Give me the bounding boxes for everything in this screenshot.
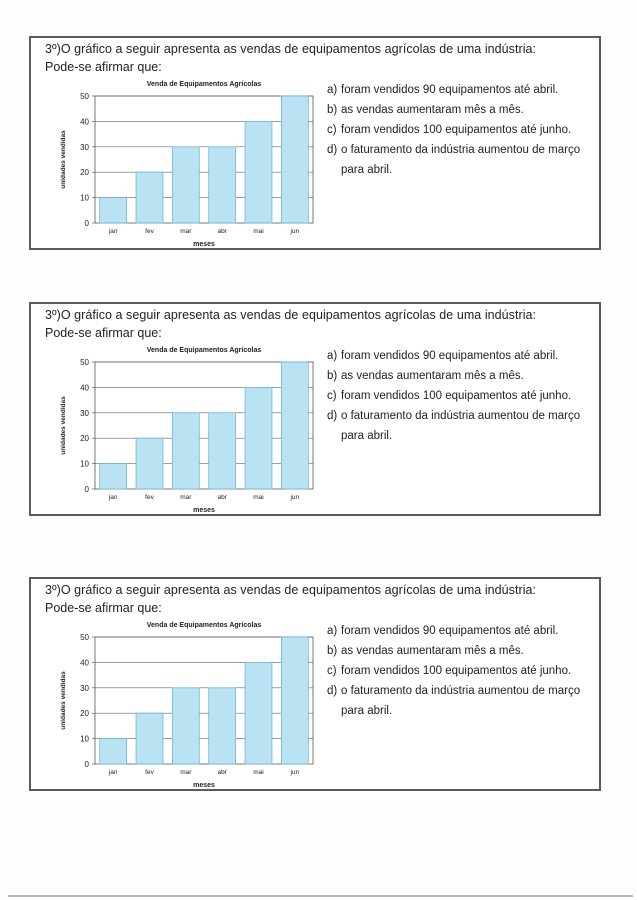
x-tick-label: jun [290,769,300,776]
question-card-3 [29,577,601,791]
x-tick-label: jan [108,494,118,501]
option-letter: b) [327,645,338,657]
bar-mar [172,147,199,223]
option-letter: d) [327,410,338,422]
x-tick-label: mar [180,769,192,776]
y-tick-label: 50 [80,358,89,367]
bar-abr [209,413,236,489]
chart-title: Venda de Equipamentos Agrícolas [146,347,262,354]
x-tick-label: abr [217,228,227,235]
question-intro: Pode-se afirmar que: [45,60,162,74]
x-tick-label: mai [253,769,264,776]
question-title: 3º)O gráfico a seguir apresenta as vendas de equipamentos agrícolas de uma indústria: [45,583,537,597]
bar-jan [100,739,127,764]
answer-option [327,346,597,366]
bar-jan [100,464,127,489]
x-tick-label: jun [290,494,300,501]
y-tick-label: 50 [80,92,89,101]
x-tick-label: jan [108,769,118,776]
bar-abr [209,688,236,764]
y-tick-label: 20 [80,434,89,444]
y-tick-label: 40 [80,658,89,668]
question-title: 3º)O gráfico a seguir apresenta as vendas de equipamentos agrícolas de uma indústria: [45,42,537,56]
bar-fev [136,172,163,223]
option-text: o faturamento da indústria aumentou de março para abril. [341,144,581,176]
answer-option [327,621,597,641]
bar-fev [136,713,163,764]
option-text: foram vendidos 100 equipamentos até junho. [341,390,572,402]
bar-jun [281,637,308,764]
y-axis-label: unidades vendidas [60,130,67,189]
x-tick-label: mar [180,494,192,501]
plot-area [95,637,313,764]
answer-option [327,386,597,406]
x-axis-label: meses [193,782,215,789]
bar-jun [281,362,308,489]
answer-options [327,80,597,180]
y-tick-label: 0 [84,760,89,769]
answer-option [327,366,597,386]
option-letter: c) [327,665,337,677]
option-text: as vendas aumentaram mês a mês. [341,370,524,382]
x-tick-label: mar [180,228,192,235]
option-text: foram vendidos 100 equipamentos até junho. [341,665,572,677]
answer-options [327,621,597,721]
x-tick-label: abr [217,494,227,501]
option-letter: c) [327,124,337,136]
answer-option [327,100,597,120]
x-tick-label: mai [253,228,264,235]
answer-option [327,80,597,100]
y-tick-label: 40 [80,117,89,127]
bar-mai [245,387,272,489]
option-letter: a) [327,350,338,362]
answer-option [327,140,597,180]
option-text: foram vendidos 100 equipamentos até junho. [341,124,572,136]
y-tick-label: 30 [80,142,89,152]
bar-mar [172,413,199,489]
bar-abr [209,147,236,223]
y-tick-label: 30 [80,408,89,418]
option-text: as vendas aumentaram mês a mês. [341,104,524,116]
option-text: as vendas aumentaram mês a mês. [341,645,524,657]
question-card-2 [29,302,601,516]
option-text: foram vendidos 90 equipamentos até abril. [341,625,559,637]
y-axis-label: unidades vendidas [60,671,67,730]
x-tick-label: fev [145,494,154,501]
answer-options [327,346,597,446]
x-tick-label: jun [290,228,300,235]
x-tick-label: fev [145,769,154,776]
question-card-1 [29,36,601,250]
y-tick-label: 0 [84,219,89,228]
bar-mar [172,688,199,764]
option-letter: d) [327,685,338,697]
y-tick-label: 50 [80,633,89,642]
x-axis-label: meses [193,241,215,248]
y-tick-label: 10 [80,734,89,744]
y-tick-label: 30 [80,683,89,693]
page-bottom-edge [8,895,633,897]
plot-area [95,362,313,489]
x-tick-label: mai [253,494,264,501]
y-tick-label: 20 [80,709,89,719]
question-intro: Pode-se afirmar que: [45,601,162,615]
answer-option [327,681,597,721]
option-letter: c) [327,390,337,402]
answer-option [327,120,597,140]
answer-option [327,661,597,681]
plot-area [95,96,313,223]
bar-fev [136,438,163,489]
bar-jan [100,198,127,223]
sales-bar-chart [49,619,319,791]
sales-bar-chart [49,78,319,250]
y-tick-label: 40 [80,383,89,393]
question-title: 3º)O gráfico a seguir apresenta as vendas de equipamentos agrícolas de uma indústria: [45,308,537,322]
sales-bar-chart [49,344,319,516]
y-tick-label: 0 [84,485,89,494]
bar-mai [245,121,272,223]
x-tick-label: jan [108,228,118,235]
option-letter: b) [327,104,338,116]
x-tick-label: fev [145,228,154,235]
y-axis-label: unidades vendidas [60,396,67,455]
option-letter: d) [327,144,338,156]
bar-jun [281,96,308,223]
x-axis-label: meses [193,507,215,514]
chart-title: Venda de Equipamentos Agrícolas [146,622,262,629]
bar-mai [245,662,272,764]
option-letter: a) [327,84,338,96]
option-text: o faturamento da indústria aumentou de março para abril. [341,685,581,717]
y-tick-label: 10 [80,459,89,469]
y-tick-label: 20 [80,168,89,178]
option-text: foram vendidos 90 equipamentos até abril. [341,350,559,362]
x-tick-label: abr [217,769,227,776]
y-tick-label: 10 [80,193,89,203]
answer-option [327,641,597,661]
question-intro: Pode-se afirmar que: [45,326,162,340]
option-letter: a) [327,625,338,637]
option-letter: b) [327,370,338,382]
answer-option [327,406,597,446]
option-text: foram vendidos 90 equipamentos até abril. [341,84,559,96]
option-text: o faturamento da indústria aumentou de março para abril. [341,410,581,442]
chart-title: Venda de Equipamentos Agrícolas [146,81,262,88]
